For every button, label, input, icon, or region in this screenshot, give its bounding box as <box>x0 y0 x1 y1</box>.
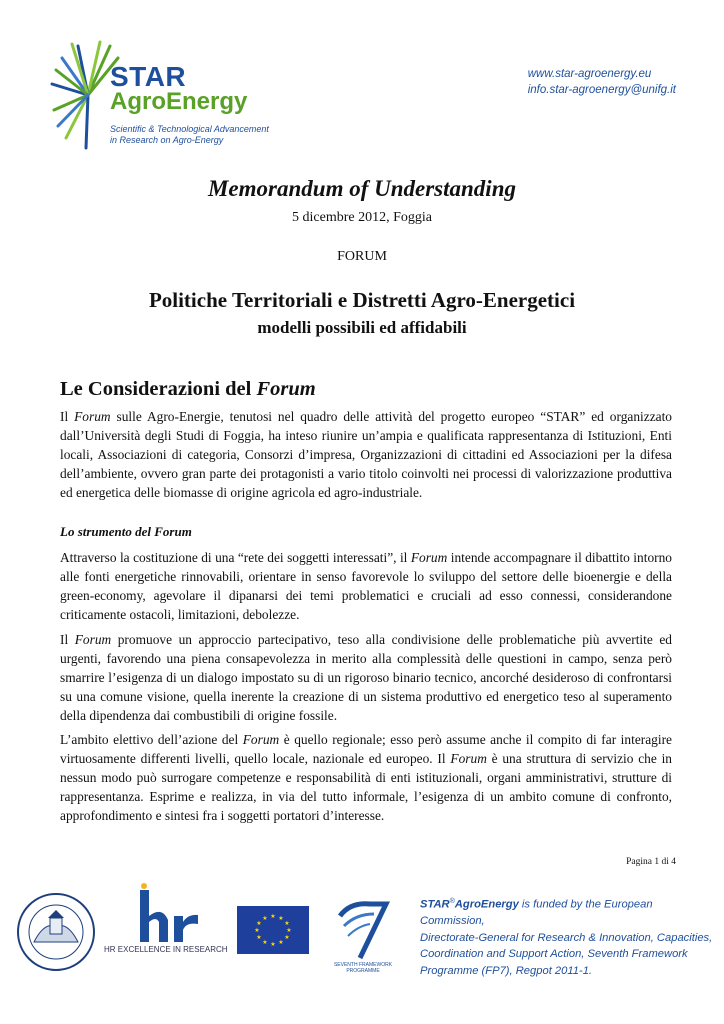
funding-registered: ® <box>449 898 455 905</box>
svg-text:★: ★ <box>270 913 276 920</box>
p4-forum-2: Forum <box>450 751 487 766</box>
svg-text:★: ★ <box>278 939 284 946</box>
fp7-logo-icon <box>330 896 396 966</box>
p3-text-b: promuove un approccio partecipativo, teso alla condivisione delle problematiche più avvertite ed urgenti, favorendo una piena consapevolezza in merito alla complessità delle questioni in campo, senza però smarrire l’esigenza di un dialogo impostato su di un rigoroso binario tecnico, ancorché desideroso di confrontarsi su una comune visione, quella inerente la creazione di un sistema produttivo ed energetico teso al superamento della dipendenza dai combustibili di origine fossile. <box>60 632 672 723</box>
svg-text:★: ★ <box>286 927 292 934</box>
p1-forum: Forum <box>74 409 111 424</box>
svg-text:★: ★ <box>278 915 284 922</box>
logo-name: STAR <box>110 61 187 92</box>
university-seal-icon <box>16 892 96 972</box>
fp7-caption <box>330 962 396 974</box>
forum-heading: Politiche Territoriali e Distretti Agro-Energetici <box>148 288 576 312</box>
p4-text-a: L’ambito elettivo dell’azione del <box>60 732 243 747</box>
website-link[interactable]: www.star-agroenergy.eu <box>527 68 652 80</box>
svg-text:★: ★ <box>284 934 290 941</box>
p1-text-a: Il <box>60 409 75 424</box>
p4-text-b: è quello regionale; esso però assume anche il compito di far interagire virtuosamente differenti livelli, quello locale, nazionale ed europeo. Il <box>60 732 672 766</box>
svg-text:★: ★ <box>262 939 268 946</box>
p1-text-b: sulle Agro-Energie, tenutosi nel quadro delle attività del progetto europeo “STAR” ed organizzato dall’Università degli Studi di Foggia, ha inteso riunire un’ampia e qualificata rappresentanza di Istituzioni, Enti locali, Associazioni di categoria, Consorzi d’impresa, Organizzazioni di cittadini ed Associazioni per la difesa dell’ambiente, ovvero gran parte dei protagonisti a vario titolo coinvolti nei processi di valorizzazione produttiva ed energetica delle biomasse di origine agricola ed agro-industriale. <box>60 409 672 500</box>
subsection-heading: Lo strumento del Forum <box>60 524 192 539</box>
funding-brand-2: AgroEnergy <box>454 898 519 911</box>
funding-statement <box>420 894 720 979</box>
fp7-caption-line-2: PROGRAMME <box>346 968 380 974</box>
forum-subheading: modelli possibili ed affidabili <box>257 318 467 337</box>
funding-line-3: Coordination and Support Action, Seventh Framework <box>420 948 688 961</box>
paragraph-2 <box>60 548 672 624</box>
svg-text:★: ★ <box>284 920 290 927</box>
fp7-caption-line-1: SEVENTH FRAMEWORK <box>333 962 393 968</box>
document-title: Memorandum of Understanding <box>207 176 516 201</box>
logo-subname: AgroEnergy <box>110 88 248 115</box>
funding-line-2: Directorate-General for Research & Innovation, Capacities, <box>420 931 713 944</box>
p4-text-c: è una struttura di servizio che in nessun modo può surrogare competenze e responsabilità di enti istituzionali, organi amministrativi, strutture di rappresentanza. Esprime e realizza, in via del tutto informale, l’esigenza di un ambito comune di confronto, approfondimento e sintesi fra i soggetti portatori d’interesse. <box>60 751 673 823</box>
svg-text:★: ★ <box>256 920 262 927</box>
paragraph-1 <box>60 407 672 502</box>
header-contacts <box>528 66 676 98</box>
funding-line-4: Programme (FP7), Regpot 2011-1. <box>420 964 593 977</box>
page-number: Pagina 1 di 4 <box>626 857 676 867</box>
logo-tagline-1: Scientific & Technological Advancement <box>110 124 269 134</box>
section-heading <box>60 378 316 401</box>
hr-caption: HR EXCELLENCE IN RESEARCH <box>104 945 228 954</box>
p2-text-b: intende accompagnare il dibattito intorno alle fonti energetiche rinnovabili, orientare in senso favorevole lo sviluppo del settore delle bioenergie e della green-economy, agevolare il dipanarsi dei temi problematici e cruciali ad esso connessi, considerandone criticamente ostacoli, limitazioni, debolezze. <box>60 550 672 622</box>
section-heading-forum: Forum <box>256 378 316 400</box>
p4-forum-1: Forum <box>242 732 280 747</box>
p2-forum: Forum <box>410 550 448 565</box>
forum-label: FORUM <box>337 249 387 264</box>
svg-text:★: ★ <box>256 934 262 941</box>
svg-text:★: ★ <box>270 941 276 948</box>
paragraph-3 <box>60 630 672 725</box>
funding-line-1 <box>420 894 720 930</box>
p3-text-a: Il <box>60 632 75 647</box>
logo-tagline-2: in Research on Agro-Energy <box>110 135 224 145</box>
p2-text-a: Attraverso la costituzione di una “rete dei soggetti interessati”, il <box>60 550 411 565</box>
svg-text:★: ★ <box>254 927 260 934</box>
email-link[interactable]: info.star-agroenergy@unifg.it <box>527 84 676 96</box>
funding-text-1: is funded by the European Commission, <box>420 898 653 928</box>
p3-forum: Forum <box>74 632 112 647</box>
svg-text:★: ★ <box>262 915 268 922</box>
document-date: 5 dicembre 2012, Foggia <box>292 210 432 225</box>
section-heading-text: Le Considerazioni del <box>60 378 257 400</box>
eu-flag-icon <box>237 906 309 954</box>
funding-brand: STAR <box>420 898 450 911</box>
paragraph-4 <box>60 730 672 825</box>
